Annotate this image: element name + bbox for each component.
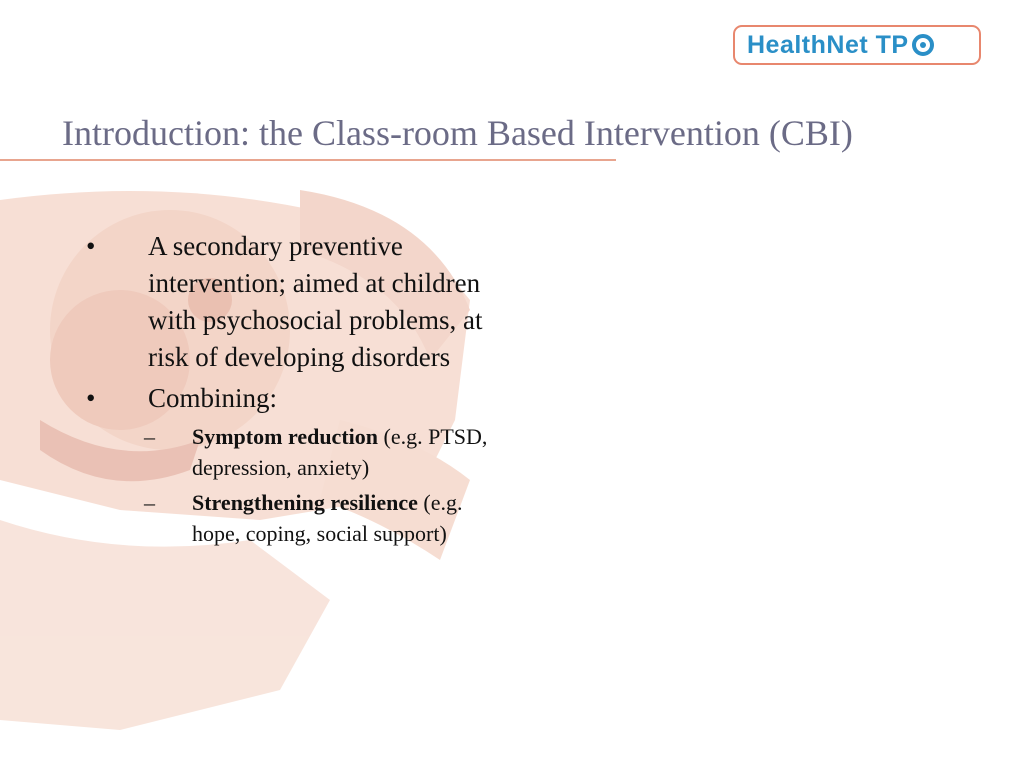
bullet-marker: • [86, 231, 96, 261]
sub-bullet-item [144, 421, 506, 483]
bullet-marker: • [86, 383, 96, 413]
sub-bullet-text [192, 421, 502, 483]
circled-o-logo-icon [911, 33, 935, 57]
slide-title: Introduction: the Class-room Based Intervention (CBI) [62, 113, 853, 153]
sub-bullet-text [192, 487, 502, 549]
sub-bullet-detail: (e.g. hope, coping, social support) [192, 490, 463, 546]
sub-bullet-item [144, 487, 506, 549]
logo-text: HealthNet TP [747, 30, 909, 59]
sub-bullet-bold: Strengthening resilience [192, 490, 418, 515]
slide-body [86, 228, 506, 553]
bullet-item [86, 228, 506, 376]
sub-bullet-marker: – [144, 490, 155, 515]
sub-bullet-detail: (e.g. PTSD, depression, anxiety) [192, 424, 488, 480]
bullet-item [86, 380, 506, 417]
sub-bullet-marker: – [144, 424, 155, 449]
bullet-text: A secondary preventive intervention; aimed at children with psychosocial problems, at risk of developing disorders [148, 231, 483, 372]
healthnet-logo [733, 25, 981, 65]
title-divider [0, 159, 616, 161]
sub-bullet-bold: Symptom reduction [192, 424, 378, 449]
bullet-text: Combining: [148, 383, 278, 413]
